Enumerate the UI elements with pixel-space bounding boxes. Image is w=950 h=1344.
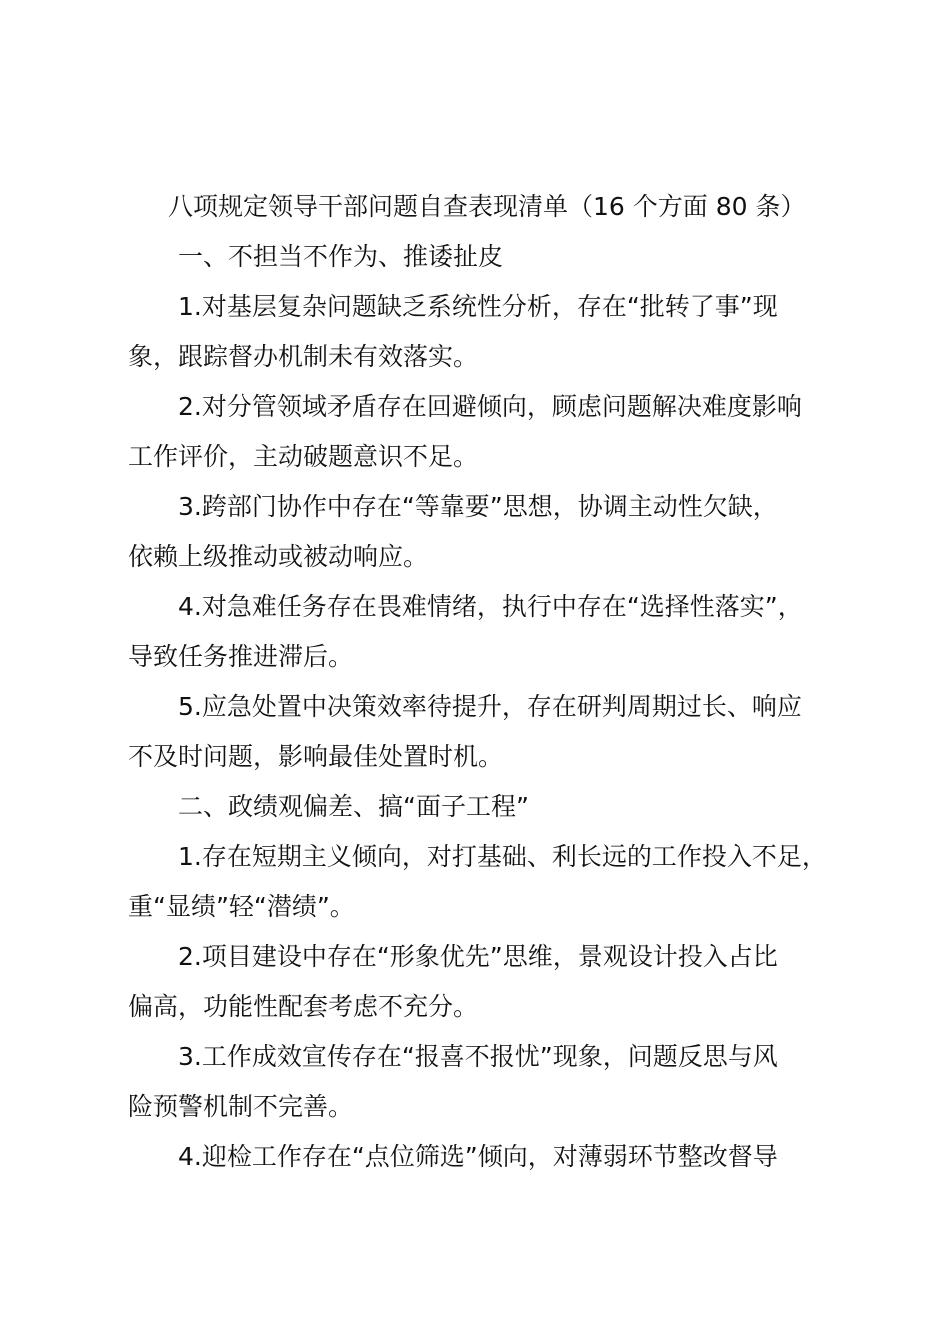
paragraph-line: 3.工作成效宣传存在“报喜不报忧”现象，问题反思与风 bbox=[178, 1042, 778, 1071]
section-heading-1: 一、不担当不作为、推诿扯皮 bbox=[178, 242, 504, 271]
section-heading-2: 二、政绩观偏差、搞“面子工程” bbox=[178, 792, 529, 821]
paragraph-line: 险预警机制不完善。 bbox=[128, 1092, 354, 1121]
paragraph-line: 不及时问题，影响最佳处置时机。 bbox=[128, 742, 504, 771]
paragraph-line: 重“显绩”轻“潜绩”。 bbox=[128, 892, 355, 921]
paragraph-line: 2.项目建设中存在“形象优先”思维，景观设计投入占比 bbox=[178, 942, 778, 971]
paragraph-line: 依赖上级推动或被动响应。 bbox=[128, 542, 429, 571]
paragraph-line: 偏高，功能性配套考虑不充分。 bbox=[128, 992, 479, 1021]
paragraph-line: 导致任务推进滞后。 bbox=[128, 642, 354, 671]
paragraph-line: 1.存在短期主义倾向，对打基础、利长远的工作投入不足， bbox=[178, 842, 827, 871]
paragraph-line: 工作评价，主动破题意识不足。 bbox=[128, 442, 479, 471]
paragraph-line: 5.应急处置中决策效率待提升，存在研判周期过长、响应 bbox=[178, 692, 802, 721]
paragraph-line: 象，跟踪督办机制未有效落实。 bbox=[128, 342, 479, 371]
paragraph-line: 1.对基层复杂问题缺乏系统性分析，存在“批转了事”现 bbox=[178, 292, 778, 321]
paragraph-line: 4.对急难任务存在畏难情绪，执行中存在“选择性落实”， bbox=[178, 592, 803, 621]
paragraph-line: 4.迎检工作存在“点位筛选”倾向，对薄弱环节整改督导 bbox=[178, 1142, 778, 1171]
document-body bbox=[128, 182, 836, 1182]
paragraph-line: 3.跨部门协作中存在“等靠要”思想，协调主动性欠缺， bbox=[178, 492, 778, 521]
paragraph-line: 2.对分管领域矛盾存在回避倾向，顾虑问题解决难度影响 bbox=[178, 392, 802, 421]
document-title: 八项规定领导干部问题自查表现清单（16 个方面 80 条） bbox=[168, 192, 806, 221]
